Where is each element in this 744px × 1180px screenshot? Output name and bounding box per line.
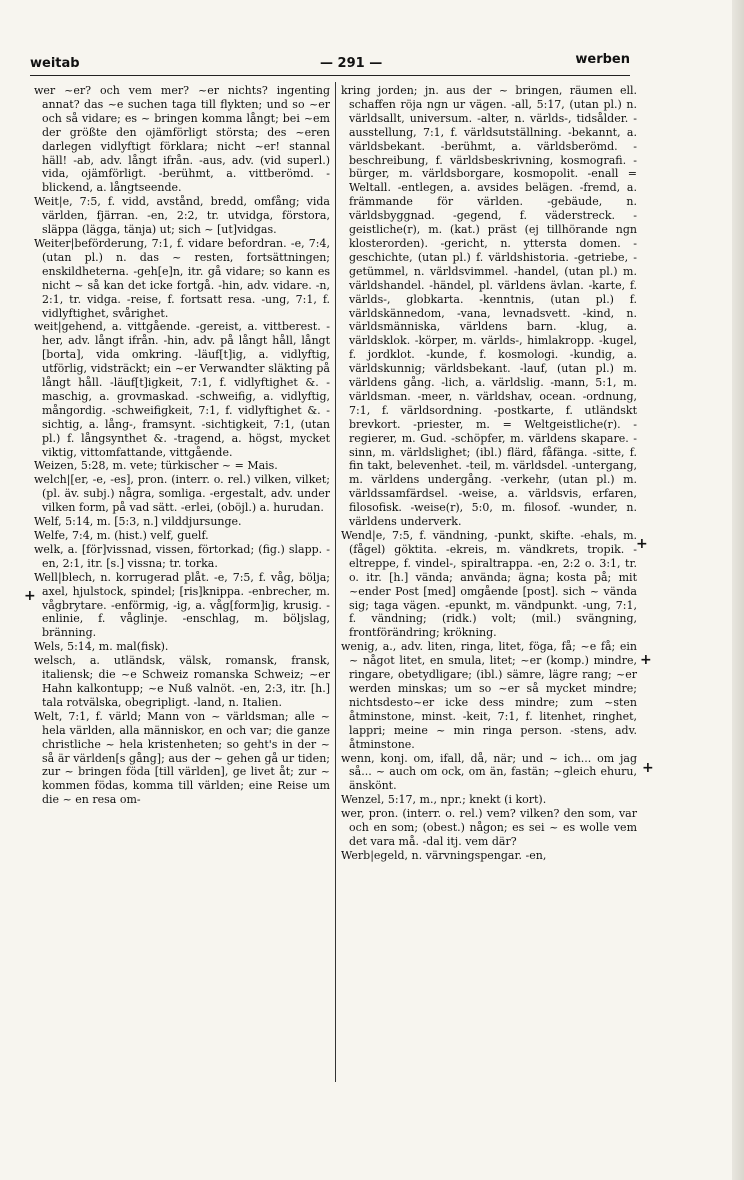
margin-plus-mark: + (642, 760, 654, 776)
column-divider (335, 82, 336, 1082)
dictionary-entry: Welf, 5:14, m. [5:3, n.] vilddjursunge. (34, 515, 242, 529)
dictionary-entry: welsch, a. utländsk, välsk, romansk, fransk, italiensk; die ~e Schweiz romanska Schweiz; ~er Hahn kalkontupp; ~e Nuß valnöt. -en, 2:3, itr. [h.] tala rotvälska, obegripligt. -land, n. Italien. (34, 654, 330, 709)
dictionary-entry: Welt, 7:1, f. värld; Mann von ~ världsman; alle ~ hela världen, alla människor, en och var; die ganze christliche ~ hela kristenheten; so geht's in der ~ så är världen[s gång]; aus der ~ gehen gå ur tiden; zur ~ bringen föda [till världen], ge livet åt; zur ~ kommen födas, komma till världen; eine Reise um die ~ en resa om- (34, 709, 330, 807)
page-header (30, 52, 630, 76)
dictionary-entry: Wenzel, 5:17, m., npr.; knekt (i kort). (341, 793, 547, 807)
dictionary-entry: Well|blech, n. korrugerad plåt. -e, 7:5, f. våg, bölja; axel, hjulstock, spindel; [ris]knippa. -enbrecher, m. vågbrytare. -enförmig, -ig, a. våg[form]ig, krusig. -enlinie, f. våglinje. -enschlag, m. böljslag, bränning. (34, 570, 330, 640)
dictionary-entry: Weizen, 5:28, m. vete; türkischer ~ = Mais. (34, 459, 278, 473)
dictionary-entry: wer ~er? och vem mer? ~er nichts? ingenting annat? das ~e suchen taga till flykten; und so ~er och så vidare; es ~ bringen komma långt; bei ~em der größte den ojämförligt största; des ~eren darlegen vidlyftigt förklara; nicht ~er! stannal häll! -ab, adv. långt ifrån. -aus, adv. (vid superl.) vida, ojämförligt. -berühmt, a. vittberömd. -blickend, a. långtseende. (34, 84, 330, 195)
margin-plus-mark: + (640, 652, 652, 668)
right-column (341, 84, 637, 863)
dictionary-entry: wenig, a., adv. liten, ringa, litet, föga, få; ~e få; ein ~ något litet, en smula, litet; ~er (komp.) mindre, ringare, obetydligare; (ibl.) sämre, lägre rang; ~er werden minskas; um so ~er så mycket mindre; nichtsdesto~er icke dess mindre; zum ~sten åtminstone, minst. -keit, 7:1, f. litenhet, ringhet, lappri; meine ~ min ringa person. -stens, adv. åtminstone. (341, 640, 637, 751)
header-left-guideword: weitab (30, 56, 80, 71)
page-number: — 291 — (320, 56, 383, 71)
dictionary-entry: Werb|egeld, n. värvningspengar. -en, (341, 848, 547, 862)
dictionary-entry: Wels, 5:14, m. mal(fisk). (34, 640, 169, 654)
dictionary-entry: wenn, konj. om, ifall, då, när; und ~ ich... om jag så... ~ auch om ock, om än, fastän; ~gleich ehuru, änskönt. (341, 751, 637, 793)
dictionary-entry: kring jorden; jn. aus der ~ bringen, räumen ell. schaffen röja ngn ur vägen. -all, 5:17, (utan pl.) n. världsallt, universum. -alter, n. världs-, tidsålder. -ausstellung, 7:1, f. världsutställning. -bekannt, a. världsbekant. -berühmt, a. världsberömd. -beschreibung, f. världsbeskrivning, kosmografi. -bürger, m. världsborgare, kosmopolit. -enall = Weltall. -entlegen, a. avsides belägen. -fremd, a. främmande för världen. -gebäude, n. världsbyggnad. -gegend, f. väderstreck. -geistliche(r), m. (kat.) präst (ej tillhörande ngn klosterorden). -gericht, n. yttersta domen. -geschichte, (utan pl.) f. världshistoria. -getriebe, -getümmel, n. världsvimmel. -handel, (utan pl.) m. världshandel. -händel, pl. världens ävlan. -karte, f. världs-, globkarta. -kenntnis, (utan pl.) f. världskännedom, -vana, levnadsvett. -kind, n. världsmänniska, världens barn. -klug, a. världsklok. -körper, m. världs-, himlakropp. -kugel, f. jordklot. -kunde, f. kosmologi. -kundig, a. världskunnig; världsbekant. -lauf, (utan pl.) m. världens gång. -lich, a. världslig. -mann, 5:1, m. världsman. -meer, n. världshav, ocean. -ordnung, 7:1, f. världsordning. -postkarte, f. utländskt brevkort. -priester, m. = Weltgeistliche(r). -regierer, m. Gud. -schöpfer, m. världens skapare. -sinn, m. världslighet; (ibl.) flärd, fåfänga. -sitte, f. fin takt, belevenhet. -teil, m. världsdel. -untergang, m. världens undergång. -verkehr, (utan pl.) m. världssamfärdsel. -weise, a. världsvis, erfaren, filosofisk. -weise(r), 5:0, m. filosof. -wunder, n. världens underverk. (341, 84, 637, 529)
dictionary-entry: Wend|e, 7:5, f. vändning, -punkt, skifte. -ehals, m. (fågel) göktita. -ekreis, m. vändkrets, tropik. -eltreppe, f. vindel-, spiraltrappa. -en, 2:2 o. 3:1, tr. o. itr. [h.] vända; använda; ägna; kosta på; mit ~ender Post [med] omgående [post]. sich ~ vända sig; taga vägen. -epunkt, m. vändpunkt. -ung, 7:1, f. vändning; (ridk.) volt; (mil.) svängning, frontförändring; krökning. (341, 529, 637, 640)
page-edge (732, 0, 744, 1180)
header-rule (30, 75, 630, 76)
dictionary-entry: wer, pron. (interr. o. rel.) vem? vilken? den som, var och en som; (obest.) någon; es sei ~ es wolle vem det vara må. -dal itj. vem där? (341, 807, 637, 848)
header-right-guideword: werben (575, 52, 630, 67)
left-column (34, 84, 330, 807)
dictionary-entry: Welfe, 7:4, m. (hist.) velf, guelf. (34, 529, 209, 542)
margin-plus-mark: + (636, 536, 648, 552)
dictionary-entry: weit|gehend, a. vittgående. -gereist, a. vittberest. -her, adv. långt ifrån. -hin, adv. på långt håll, långt [borta], vida omkring. -läuf[t]ig, a. vidlyftig, utförlig, vidsträckt; ein ~er Verwandter släkting på långt håll. -läuf[t]igkeit, 7:1, f. vidlyftighet &. -maschig, a. grovmaskad. -schweifig, a. vidlyftig, mångordig. -schweifigkeit, 7:1, f. vidlyftighet &. -sichtig, a. lång-, framsynt. -sichtigkeit, 7:1, (utan pl.) f. långsynthet &. -tragend, a. högst, mycket viktig, vittomfattande, vittgående. (34, 320, 330, 459)
dictionary-entry: welk, a. [för]vissnad, vissen, förtorkad; (fig.) slapp. -en, 2:1, itr. [s.] vissna; tr. torka. (34, 542, 330, 570)
margin-plus-mark: + (24, 588, 36, 604)
dictionary-entry: Weiter|beförderung, 7:1, f. vidare befordran. -e, 7:4, (utan pl.) n. das ~ resten, fortsättningen; enskildheterna. -geh[e]n, itr. gå vidare; so kann es nicht ~ så kan det icke fortgå. -hin, adv. vidare. -n, 2:1, tr. vidga. -reise, f. fortsatt resa. -ung, 7:1, f. vidlyftighet, svårighet. (34, 236, 330, 320)
dictionary-entry: Weit|e, 7:5, f. vidd, avstånd, bredd, omfång; vida världen, fjärran. -en, 2:2, tr. utvidga, förstora, släppa (lägga, tänja) ut; sich ~ [ut]vidgas. (34, 195, 330, 237)
dictionary-entry: welch|[er, -e, -es], pron. (interr. o. rel.) vilken, vilket; (pl. äv. subj.) några, somliga. -ergestalt, adv. under vilken form, på vad sätt. -erlei, (oböjl.) a. hurudan. (34, 473, 330, 515)
